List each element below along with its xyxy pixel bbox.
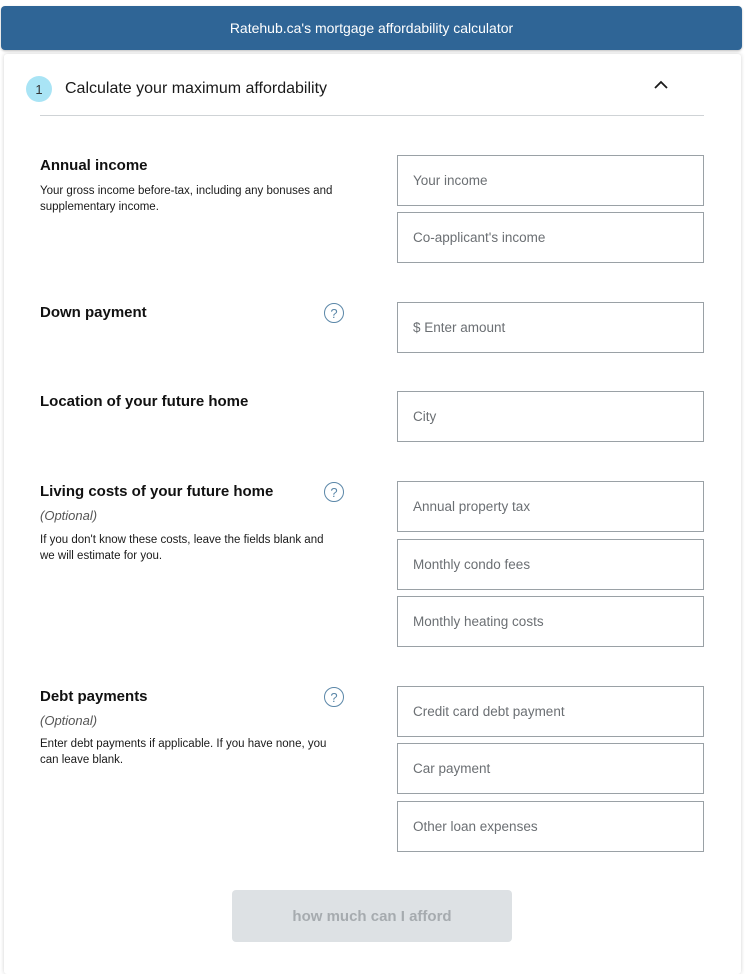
calculator-header xyxy=(1,6,742,50)
other-loan-input[interactable] xyxy=(397,801,704,852)
debt-payments-description: Enter debt payments if applicable. If you have none, you can leave blank. xyxy=(40,738,327,766)
car-payment-input[interactable] xyxy=(397,743,704,794)
property-tax-input[interactable] xyxy=(397,481,704,532)
your-income-input[interactable] xyxy=(397,155,704,206)
co-applicant-income-input[interactable] xyxy=(397,212,704,263)
condo-fees-input[interactable] xyxy=(397,539,704,590)
down-payment-input[interactable] xyxy=(397,302,704,353)
down-payment-label: Down payment xyxy=(40,304,147,321)
afford-submit-button[interactable]: how much can I afford xyxy=(232,890,512,942)
step-title: Calculate your maximum affordability xyxy=(65,80,328,97)
annual-income-description: Your gross income before-tax, including any bonuses and supplementary income. xyxy=(40,185,333,213)
debt-payments-help-icon[interactable]: ? xyxy=(324,687,344,707)
calculator-title: Ratehub.ca's mortgage affordability calculator xyxy=(229,20,514,36)
location-label: Location of your future home xyxy=(40,393,249,410)
debt-payments-label: Debt payments xyxy=(40,688,148,705)
living-costs-help-icon[interactable]: ? xyxy=(324,482,344,502)
debt-payments-optional: (Optional) xyxy=(40,713,98,728)
living-costs-label: Living costs of your future home xyxy=(40,483,274,500)
step-number-badge: 1 xyxy=(26,76,52,102)
down-payment-help-icon[interactable]: ? xyxy=(324,303,344,323)
living-costs-description: If you don't know these costs, leave the fields blank and we will estimate for you. xyxy=(40,534,324,562)
annual-income-label: Annual income xyxy=(40,157,148,174)
step-header[interactable] xyxy=(26,74,686,104)
heating-costs-input[interactable] xyxy=(397,596,704,647)
divider xyxy=(40,115,704,116)
credit-card-debt-input[interactable] xyxy=(397,686,704,737)
city-input[interactable] xyxy=(397,391,704,442)
living-costs-optional: (Optional) xyxy=(40,508,98,523)
chevron-up-icon[interactable] xyxy=(652,78,670,92)
